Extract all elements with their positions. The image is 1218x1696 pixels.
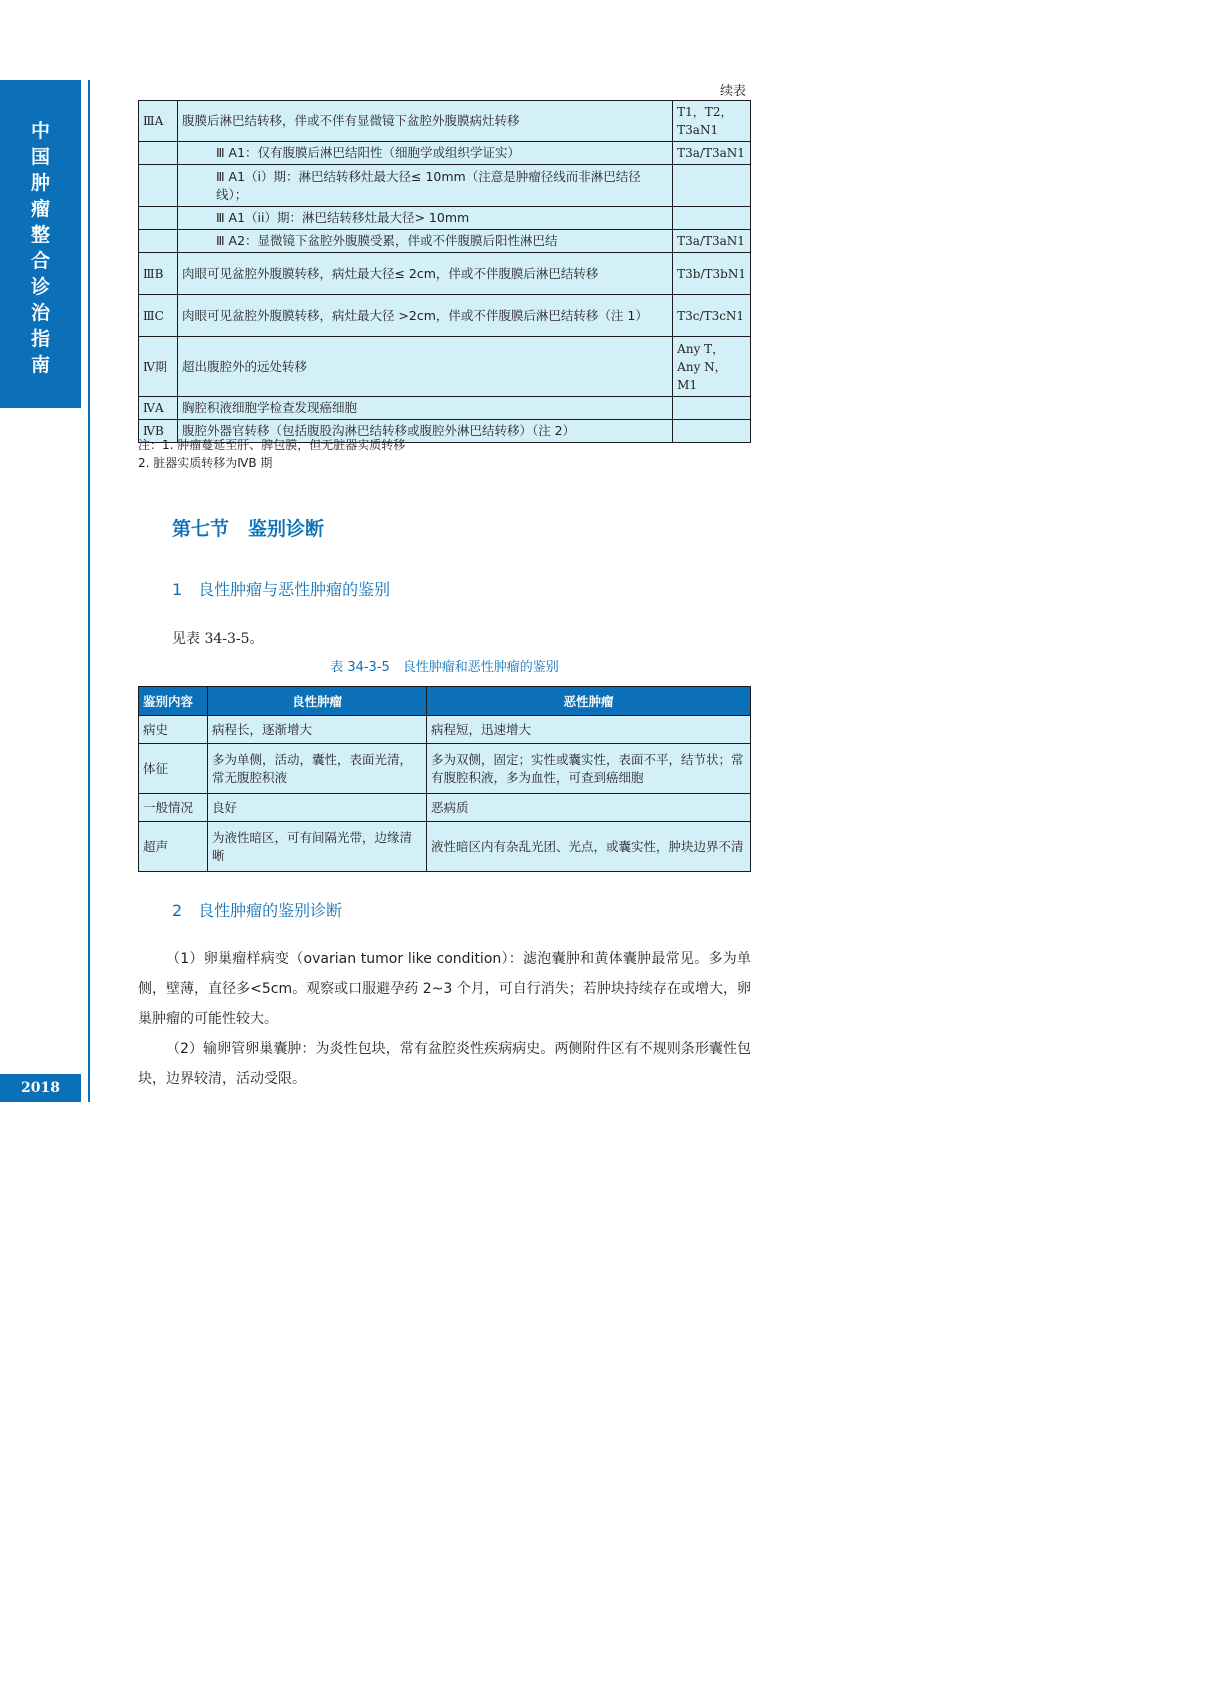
benign-cell: 良好 — [208, 794, 427, 822]
sidebar-title-char: 治 — [30, 302, 50, 324]
table-row — [139, 207, 751, 230]
section-title: 第七节 鉴别诊断 — [172, 518, 325, 540]
tnm-cell — [673, 207, 751, 230]
table-row — [139, 165, 751, 207]
desc-cell: 腹膜后淋巴结转移，伴或不伴有显微镜下盆腔外腹膜病灶转移 — [177, 101, 672, 142]
malignant-cell: 病程短，迅速增大 — [427, 716, 751, 744]
malignant-cell: 液性暗区内有杂乱光团、光点，或囊实性，肿块边界不清 — [427, 822, 751, 872]
table-notes — [138, 436, 405, 472]
table-row — [139, 142, 751, 165]
tnm-cell: T3a/T3aN1 — [673, 142, 751, 165]
tnm-cell: Any T，Any N，M1 — [673, 337, 751, 397]
table-row — [139, 101, 751, 142]
table-caption: 表 34-3-5 良性肿瘤和恶性肿瘤的鉴别 — [330, 660, 559, 675]
stage-cell: Ⅳ期 — [139, 337, 178, 397]
sidebar-title-char: 瘤 — [30, 198, 50, 220]
margin-rule — [88, 80, 90, 1102]
see-table-text: 见表 34-3-5。 — [172, 631, 264, 647]
benign-cell: 病程长，逐渐增大 — [208, 716, 427, 744]
table-header-row — [139, 687, 751, 716]
tnm-cell — [673, 397, 751, 420]
desc-cell: Ⅲ A1（i）期：淋巴结转移灶最大径≤ 10mm（注意是肿瘤径线而非淋巴结径线）； — [177, 165, 672, 207]
stage-cell: ⅢA — [139, 101, 178, 142]
continued-label: 续表 — [720, 84, 747, 99]
table-row — [139, 397, 751, 420]
item-cell: 病史 — [139, 716, 208, 744]
sidebar-title-char: 国 — [30, 146, 50, 168]
body-paragraph: （1）卵巢瘤样病变（ovarian tumor like condition）：滤泡囊肿和黄体囊肿最常见。多为单侧，壁薄，直径多<5cm。观察或口服避孕药 2~3 个月，可自行消失；若肿块持续存在或增大，卵巢肿瘤的可能性较大。 — [138, 951, 751, 1027]
sidebar-title-char: 诊 — [30, 276, 50, 298]
stage-cell — [139, 207, 178, 230]
sidebar-title-char: 南 — [30, 354, 50, 376]
stage-cell — [139, 165, 178, 207]
column-header: 恶性肿瘤 — [427, 687, 751, 716]
sidebar-book-title — [0, 118, 81, 378]
table-row — [139, 716, 751, 744]
body-paragraph: （2）输卵管卵巢囊肿：为炎性包块，常有盆腔炎性疾病病史。两侧附件区有不规则条形囊性包块，边界较清，活动受限。 — [138, 1041, 751, 1087]
note-line: 注：1. 肿瘤蔓延至肝、脾包膜，但无脏器实质转移 — [138, 438, 406, 452]
malignant-cell: 多为双侧，固定；实性或囊实性，表面不平，结节状；常有腹腔积液，多为血性，可查到癌细胞 — [427, 744, 751, 794]
desc-cell: Ⅲ A2：显微镜下盆腔外腹膜受累，伴或不伴腹膜后阳性淋巴结 — [177, 230, 672, 253]
table-row — [139, 230, 751, 253]
item-cell: 体征 — [139, 744, 208, 794]
desc-cell: 腹腔外器官转移（包括腹股沟淋巴结转移或腹腔外淋巴结转移）（注 2） — [177, 420, 672, 443]
column-header: 良性肿瘤 — [208, 687, 427, 716]
subsection-title: 1 良性肿瘤与恶性肿瘤的鉴别 — [172, 580, 391, 599]
desc-cell: 肉眼可见盆腔外腹膜转移，病灶最大径 >2cm，伴或不伴腹膜后淋巴结转移（注 1） — [177, 295, 672, 337]
tnm-cell — [673, 165, 751, 207]
subsection-title: 2 良性肿瘤的鉴别诊断 — [172, 901, 343, 920]
desc-cell: 超出腹腔外的远处转移 — [177, 337, 672, 397]
desc-cell: 肉眼可见盆腔外腹膜转移，病灶最大径≤ 2cm，伴或不伴腹膜后淋巴结转移 — [177, 253, 672, 295]
table-row — [139, 337, 751, 397]
sidebar-title-char: 肿 — [30, 172, 50, 194]
item-cell: 一般情况 — [139, 794, 208, 822]
staging-table — [138, 100, 751, 443]
tnm-cell: T3a/T3aN1 — [673, 230, 751, 253]
desc-cell: Ⅲ A1：仅有腹膜后淋巴结阳性（细胞学或组织学证实） — [177, 142, 672, 165]
desc-cell: Ⅲ A1（ii）期：淋巴结转移灶最大径> 10mm — [177, 207, 672, 230]
note-line: 2. 脏器实质转移为ⅣB 期 — [138, 456, 273, 470]
sidebar-title-char: 整 — [30, 224, 50, 246]
item-cell: 超声 — [139, 822, 208, 872]
benign-cell: 为液性暗区，可有间隔光带，边缘清晰 — [208, 822, 427, 872]
tnm-cell — [673, 420, 751, 443]
stage-cell: ⅢB — [139, 253, 178, 295]
tnm-cell: T3b/T3bN1 — [673, 253, 751, 295]
sidebar-title-char: 中 — [30, 120, 50, 142]
stage-cell: ⅢC — [139, 295, 178, 337]
table-row — [139, 822, 751, 872]
tnm-cell: T3c/T3cN1 — [673, 295, 751, 337]
table-row — [139, 744, 751, 794]
differential-table — [138, 686, 751, 872]
table-row — [139, 295, 751, 337]
table-row — [139, 794, 751, 822]
sidebar-title-char: 合 — [30, 250, 50, 272]
stage-cell: ⅣA — [139, 397, 178, 420]
benign-cell: 多为单侧，活动，囊性，表面光清，常无腹腔积液 — [208, 744, 427, 794]
desc-cell: 胸腔积液细胞学检查发现癌细胞 — [177, 397, 672, 420]
tnm-cell: T1，T2，T3aN1 — [673, 101, 751, 142]
table-row — [139, 253, 751, 295]
sidebar-title-char: 指 — [30, 328, 50, 350]
stage-cell — [139, 230, 178, 253]
malignant-cell: 恶病质 — [427, 794, 751, 822]
column-header: 鉴别内容 — [139, 687, 208, 716]
stage-cell — [139, 142, 178, 165]
page-number: 2018 — [0, 1074, 81, 1102]
stage-cell: ⅣB — [139, 420, 178, 443]
